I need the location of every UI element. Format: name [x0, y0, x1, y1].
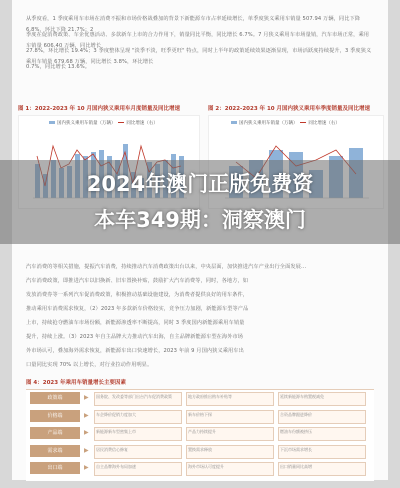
line-swatch — [118, 122, 124, 123]
figure-3-diagram — [26, 389, 374, 481]
mid-paragraph-line-4: 推动乘用车消费需求恢复，（2）2023 年多款新车价格较实，竞争压力加剧，新能源车型等产品 — [26, 306, 249, 312]
diagram-cell: 新能源新车型密集上市 — [94, 427, 182, 441]
figure-2-legend-bar: 国内狭义乘用车销量（万辆） — [239, 121, 298, 126]
mid-paragraph-line-7: 外市场认可，叠加海外需求恢复，新能源车出口快速增长，2023 年前 9 月国内狭义乘用车出 — [26, 348, 244, 354]
diagram-cell: 自主品牌海外布局加速 — [94, 462, 182, 476]
line-swatch — [300, 122, 306, 123]
diagram-cell: 合资品牌跟进降价 — [278, 410, 366, 424]
figure-1-title: 图 1：2022-2023 年 10 月国内狭义乘用车月度销量及同比增速 — [18, 106, 181, 112]
mid-paragraph-line-2: 汽车消费政策，即推进汽车以旧换新、旧车置换补贴，鼓励扩大汽车消费等，同时，各地方，如 — [26, 278, 249, 284]
mid-paragraph-line-6: 提升，持续上涨。（3）2023 年自主品牌大力推动汽车出海，自主品牌新能源车型在海外市场 — [26, 334, 244, 340]
arrow-right-icon: ▶ — [84, 429, 89, 436]
diagram-row — [30, 462, 366, 488]
mid-paragraph-line-1: 汽车消费的等相关措施，提振汽车消费，持续推动汽车消费政策出台以来，中央层面，加快推进汽车产业出行全面发展... — [26, 264, 307, 270]
diagram-row-label: 出口端 — [30, 462, 80, 474]
bar-swatch — [231, 121, 237, 124]
diagram-row-label: 价格端 — [30, 410, 80, 422]
diagram-cell: 国务院、发改委等部门出台汽车促消费政策 — [94, 392, 182, 406]
mid-paragraph-line-8: 口量同比实现 70% 以上增长，对行业拉动作用明显。 — [26, 362, 153, 368]
diagram-cell: 地方政府推出购车补贴等 — [186, 392, 274, 406]
diagram-row-label: 产品端 — [30, 427, 80, 439]
figure-1-legend-line: 同比增速（右） — [126, 121, 158, 126]
mid-paragraph-line-5: 上市，持续抢夺燃油车市场份额，新能源渗透率不断提高，同时 3 季度国内新能源乘用车销量 — [26, 320, 245, 326]
banner-title-line-1: 2024年澳门正版免费资 — [86, 172, 314, 196]
diagram-cell: 燃油车份额被挤压 — [278, 427, 366, 441]
figure-3-title: 图 4：2023 年乘用车销量增长主要因素 — [26, 380, 126, 386]
arrow-right-icon: ▶ — [84, 446, 89, 454]
diagram-row-label: 政策端 — [30, 392, 80, 404]
diagram-cell: 车企降价促销力度加大 — [94, 410, 182, 424]
arrow-right-icon: ▶ — [84, 394, 89, 401]
mid-paragraph-line-3: 发放消费券等一系列汽车促消费政策，积极推动基础设施建设，为消费者提供良好的用车条件， — [26, 292, 249, 298]
diagram-cell: 出口销量同比高增 — [278, 462, 366, 476]
figure-2-title: 图 2：2022-2023 年 10 月国内狭义乘用车季度销量及同比增速 — [208, 106, 371, 112]
title-banner — [0, 160, 400, 244]
diagram-cell: 下沉市场需求增长 — [278, 445, 366, 459]
diagram-cell: 海外市场认可度提升 — [186, 462, 274, 476]
figure-1-legend — [49, 120, 158, 126]
arrow-right-icon: ▶ — [84, 411, 89, 419]
diagram-cell: 延续新能源车购置税减免 — [278, 392, 366, 406]
top-paragraph-line-1: 从季度看，1 季度乘用车市场在消费不振和市场价格战叠加的背景下新能源车市占率延续增长，单季度狭义乘用车销量 507.94 万辆，同比下降 6.8%，环比下降 21.7%；2 — [26, 16, 361, 33]
top-paragraph-line-3: 27.8%，环比增长 19.4%；3 季度整体呈现 "淡季不淡，旺季更旺" 特点，同时上半年的政策延续效果逐渐显现，市场活跃度持续提升，3 季度狭义乘用车销量 679.68 万辆，同比增长 3.8%，环比增长 — [26, 48, 372, 65]
diagram-row-label: 需求端 — [30, 445, 80, 457]
diagram-cell: 置换需求释放 — [186, 445, 274, 459]
diagram-cell: 新车价格下探 — [186, 410, 274, 424]
diagram-cell: 居民消费信心修复 — [94, 445, 182, 459]
figure-1-legend-bar: 国内狭义乘用车销量（万辆） — [57, 121, 116, 126]
top-paragraph-line-2: 季度在促消费政策、车企优惠活动、多款新车上市的合力作用下，销量同比平衡，同比增长 6.7%。7 月狭义乘用车市场量销，汽车市场正常，乘用车销量 606.40 万辆，同比增长 — [26, 32, 370, 49]
banner-title-line-2: 本车349期：洞察澳门 — [94, 208, 306, 232]
bar-swatch — [49, 121, 55, 124]
diagram-cell: 产品力持续提升 — [186, 427, 274, 441]
arrow-right-icon: ▶ — [84, 464, 89, 471]
top-paragraph-line-4: 0.7%，同比增长 13.6%。 — [26, 64, 91, 70]
figure-2-legend-line: 同比增速（右） — [308, 121, 340, 126]
figure-2-legend — [231, 120, 340, 126]
